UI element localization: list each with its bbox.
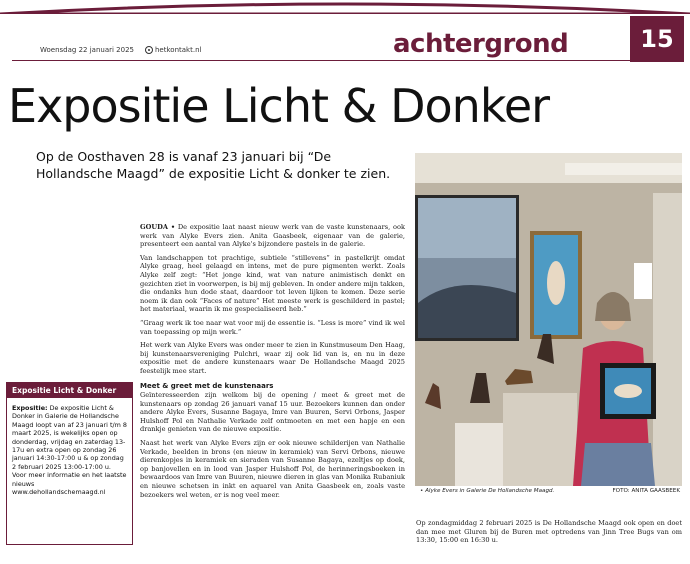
photo-caption-row [420,488,680,494]
photo-caption: • Alyke Evers in Galerie De Hollandsche Maagd. [420,488,555,494]
photo-credit: FOTO: ANITA GAASBEEK [612,488,680,494]
globe-icon [145,46,153,54]
section-title: achtergrond [393,29,569,59]
subheading: Meet & greet met de kunstenaars [140,381,274,390]
website[interactable] [145,46,201,54]
info-box-title: Expositie Licht & Donker [7,383,132,398]
closing-paragraph: Op zondagmiddag 2 februari 2025 is De Hollandsche Maagd ook open en doet dan mee met Gluren bij de Buren met optredens van Jinn Tree Bugs van om 13:30, 15:00 en 16:30 u. [416,519,682,545]
body-paragraph: Geïnteresseerden zijn welkom bij de opening / meet & greet met de kunstenaars op zondag 26 januari vanaf 15 uur. Bezoekers kunnen dan onder andere Alyke Evers, Susanne Bagaya, Imre van Buuren, Servi Orbons, Jasper Hulshoff Pol en Nathalie Verkade zelf ontmoeten en met een hapje en een drankje genieten van de nieuwe expositie. [140,391,405,434]
lead-text: De expositie laat naast nieuw werk van de vaste kunstenaars, ook werk van Alyke Evers zien. Anita Gaasbeek, eigenaar van de galerie, presenteert een aantal van Alyke's bijzondere pastels in de galerie. [140,223,405,249]
article-intro: Op de Oosthaven 28 is vanaf 23 januari bij “De Hollandsche Maagd” de expositie Licht & donker te zien. [36,149,391,181]
dateline: GOUDA • [140,223,176,231]
info-box [6,382,133,545]
body-paragraph: Van landschappen tot prachtige, subtiele “stillevens” in pastelkrijt omdat Alyke graag, heel gelaagd en intens, met de pure pigmenten werkt. Zoals Alyke zelf zegt: “Het jonge kind, wat van nature animistisch denkt en gezichten ziet in voorwerpen, is bij mij gebleven. In onder andere mijn takken, die ondanks hun dode staat, daardoor tot leven lijken te komen. Deze serie noem ik dan ook “Faces of nature” Het meeste werk is geschilderd in pastel; het materiaal, waarin ik me gespecialiseerd heb.” [140,253,405,314]
info-box-body [7,398,132,502]
body-paragraph: Naast het werk van Alyke Evers zijn er ook nieuwe schilderijen van Nathalie Verkade, beelden in brons (en nieuw in keramiek) van Servi Orbons, nieuwe dierenkopjes in keramiek en sieraden van Susanne Bagaya, ezeltjes op doek, op banjovellen en in lood van Jasper Hulshoff Pol, de herinneringsboeken in bewaardoos van Imre van Buuren, nieuwe dieren in glas van Monika Rubaniuk en nieuwe schetsen in inkt en aquarel van Anita Gaasbeek en, zoals vaste bezoekers wel weten, er is nog veel meer. [140,439,405,499]
body-paragraph: Het werk van Alyke Evers was onder meer te zien in Kunstmuseum Den Haag, bij kunstenaarsvereniging Pulchri, waar zij ook lid van is, en nu in deze expositie met de andere kunstenaars waar De Hollandsche Maagd 2025 feestelijk mee start. [140,341,405,375]
info-box-label: Expositie: [12,404,48,412]
info-box-text: De expositie Licht & Donker in Galerie de Hollandsche Maagd loopt van af 23 januari t/m 8 maart 2025, is wekelijks open op donderdag, vrijdag en zaterdag 13-17u en extra open op zondag 26 januari 14:30-17:00 u & op zondag 2 februari 2025 13:00-17:00 u. Voor meer informatie en het laatste nieuws www.dehollandschemaagd.nl [12,404,127,497]
body-paragraph: “Graag werk ik toe naar wat voor mij de essentie is. “Less is more” vind ik wel van toepassing op mijn werk.” [140,318,405,336]
page-number: 15 [630,16,684,62]
issue-date: Woensdag 22 januari 2025 [40,46,134,54]
website-label: hetkontakt.nl [155,46,202,54]
gallery-photo [415,153,682,486]
article-body [140,223,405,504]
article-headline: Expositie Licht & Donker [8,79,550,133]
top-rule [0,0,690,14]
lead-paragraph [140,223,405,249]
